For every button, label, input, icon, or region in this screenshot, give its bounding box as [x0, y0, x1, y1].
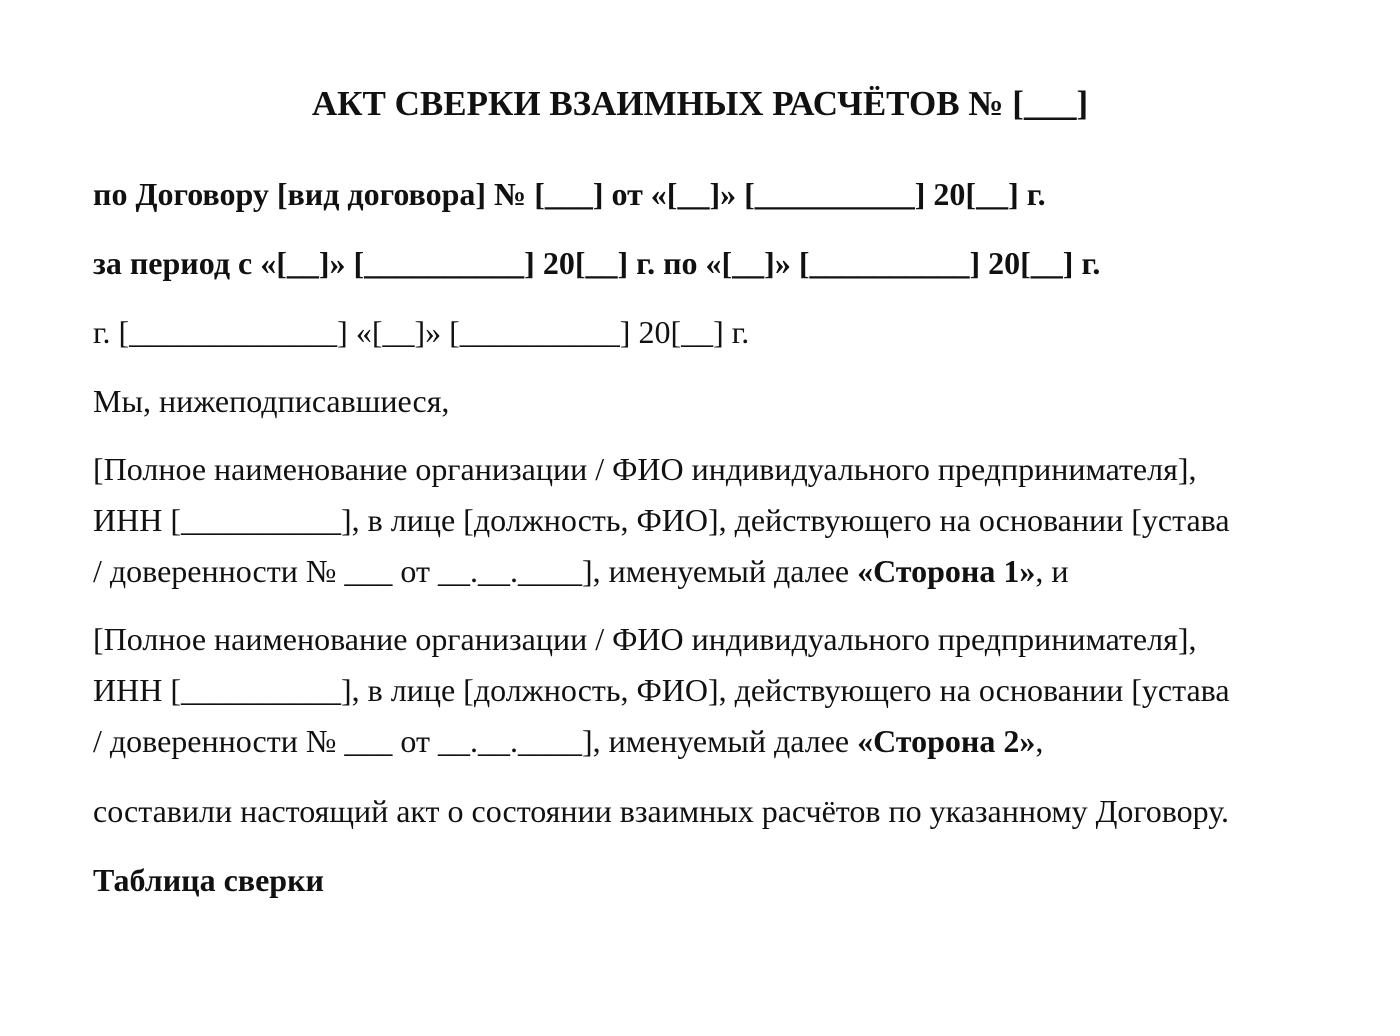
party2-paragraph: [93, 614, 1308, 767]
party2-name: «Сторона 2»: [857, 723, 1036, 759]
intro-text: Мы, нижеподписавшиеся,: [93, 383, 450, 419]
table-heading: Таблица сверки: [93, 862, 324, 898]
contract-line: по Договору [вид договора] № [___] от «[__]» [__________] 20[__] г.: [93, 176, 1046, 212]
document-title: АКТ СВЕРКИ ВЗАИМНЫХ РАСЧЁТОВ № [___]: [311, 84, 1089, 123]
period-line: за период с «[__]» [__________] 20[__] г. по «[__]» [__________] 20[__] г.: [93, 245, 1101, 281]
party2-line3-prefix: / доверенности № ___ от __.__.____], именуемый далее: [93, 723, 858, 759]
party2-line2: ИНН [__________], в лице [должность, ФИО], действующего на основании [устава: [93, 672, 1230, 708]
party1-line3-prefix: / доверенности № ___ от __.__.____], именуемый далее: [93, 553, 858, 589]
party1-name: «Сторона 1»: [857, 553, 1036, 589]
party2-line3: [93, 716, 1308, 767]
party1-line2: ИНН [__________], в лице [должность, ФИО], действующего на основании [устава: [93, 502, 1230, 538]
party2-line1: [Полное наименование организации / ФИО индивидуального предпринимателя],: [93, 621, 1197, 657]
party1-line1: [Полное наименование организации / ФИО индивидуального предпринимателя],: [93, 451, 1197, 487]
party1-line3: [93, 546, 1308, 597]
party1-paragraph: [93, 444, 1308, 597]
place-date-line: г. [_____________] «[__]» [__________] 20[__] г.: [93, 314, 750, 350]
closing-text: составили настоящий акт о состоянии взаимных расчётов по указанному Договору.: [93, 793, 1229, 829]
party2-line3-suffix: ,: [1035, 723, 1044, 759]
party1-line3-suffix: , и: [1035, 553, 1069, 589]
